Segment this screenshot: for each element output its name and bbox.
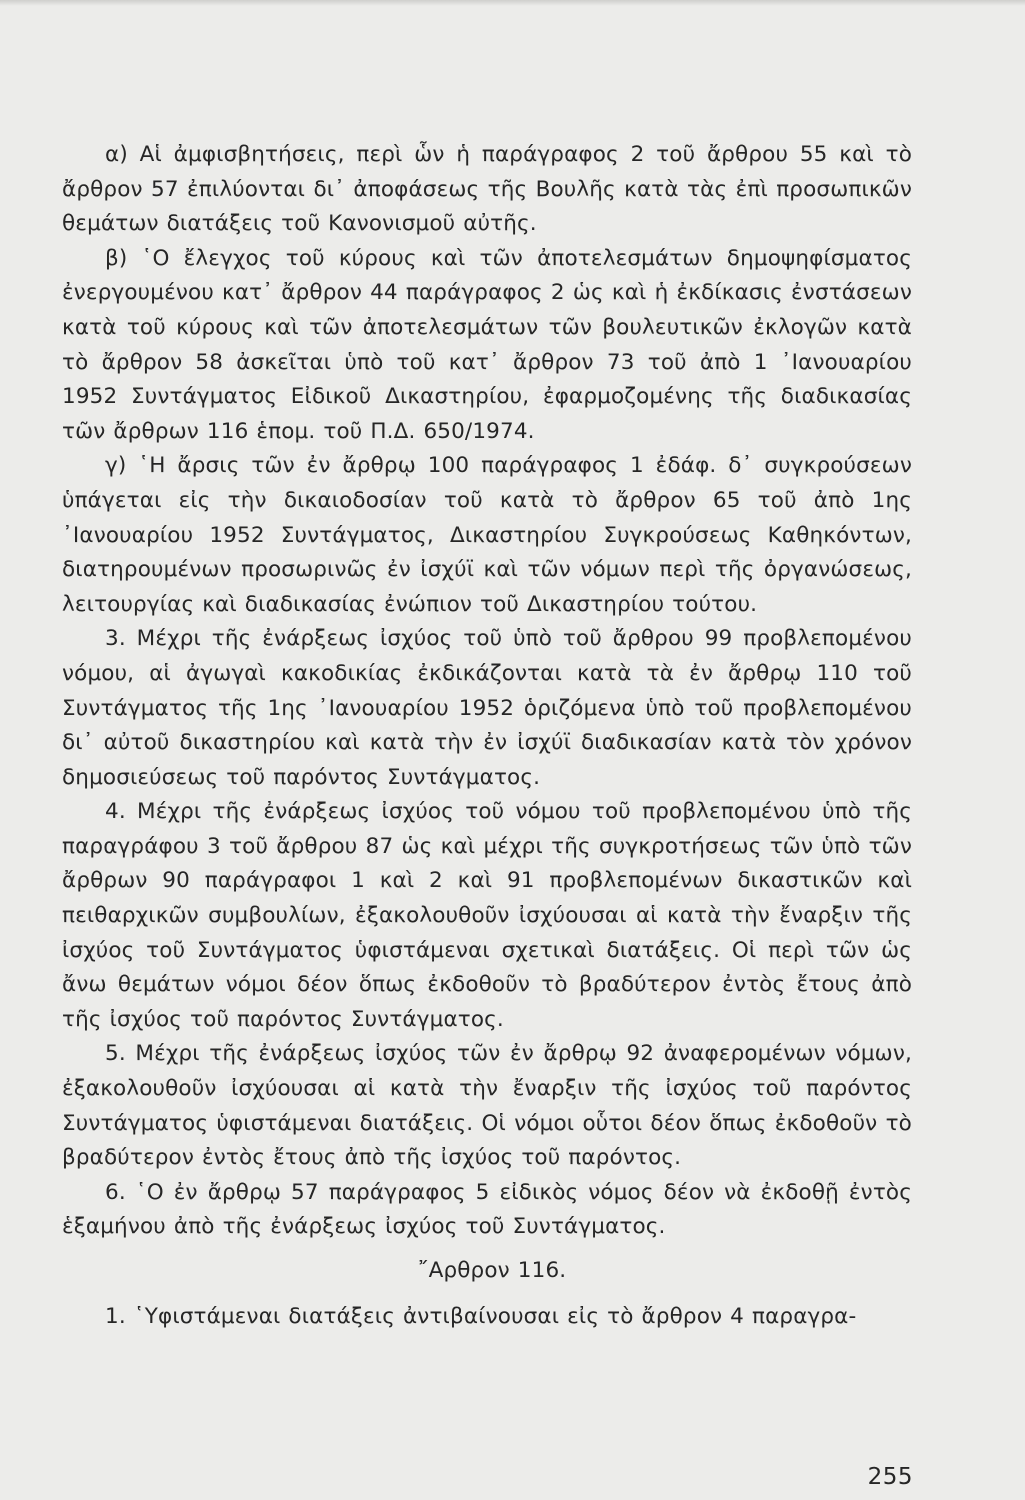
paragraph-3: 3. Μέχρι τῆς ἐνάρξεως ἰσχύος τοῦ ὑπὸ τοῦ ἄρθρου 99 προβλεπομένου νόμου, αἱ ἀγωγαὶ κακοδικίας ἐκδικάζονται κατὰ τὰ ἐν ἄρθρῳ 110 τοῦ Συντάγματος τῆς 1ης ᾽Ιανουαρίου 1952 ὁριζόμενα ὑπὸ τοῦ προβλεπομένου δι᾽ αὐτοῦ δικαστηρίου καὶ κατὰ τὴν ἐν ἰσχύϊ διαδικασίαν κατὰ τὸν χρόνον δημοσιεύσεως τοῦ παρόντος Συντάγματος.: [62, 626, 912, 790]
page-number: 255: [867, 1464, 913, 1490]
page-top-edge: [0, 0, 1025, 6]
paragraph-alpha: α) Αἱ ἀμφισβητήσεις, περὶ ὧν ἡ παράγραφος 2 τοῦ ἄρθρου 55 καὶ τὸ ἄρθρον 57 ἐπιλύονται δι᾽ ἀποφάσεως τῆς Βουλῆς κατὰ τὰς ἐπὶ προσωπικῶν θεμάτων διατάξεις τοῦ Κανονισμοῦ αὐτῆς.: [62, 142, 912, 237]
paragraph-5: 5. Μέχρι τῆς ἐνάρξεως ἰσχύος τῶν ἐν ἄρθρῳ 92 ἀναφερομένων νόμων, ἐξακολουθοῦν ἰσχύουσαι αἱ κατὰ τὴν ἔναρξιν τῆς ἰσχύος τοῦ παρόντος Συντάγματος ὑφιστάμεναι διατάξεις. Οἱ νόμοι οὗτοι δέον ὅπως ἐκδοθοῦν τὸ βραδύτερον ἐντὸς ἔτους ἀπὸ τῆς ἰσχύος τοῦ παρόντος.: [62, 1041, 912, 1171]
page-text: [62, 138, 912, 1334]
article-heading: ῎Αρθρον 116.: [417, 1258, 567, 1283]
paragraph-gamma: γ) ῾Η ἄρσις τῶν ἐν ἄρθρῳ 100 παράγραφος 1 ἐδάφ. δ᾽ συγκρούσεων ὑπάγεται εἰς τὴν δικαιοδοσίαν τοῦ κατὰ τὸ ἄρθρον 65 τοῦ ἀπὸ 1ης ᾽Ιανουαρίου 1952 Συντάγματος, Δικαστηρίου Συγκρούσεως Καθηκόντων, διατηρουμένων προσωρινῶς ἐν ἰσχύϊ καὶ τῶν νόμων περὶ τῆς ὀργανώσεως, λειτουργίας καὶ διαδικασίας ἐνώπιον τοῦ Δικαστηρίου τούτου.: [62, 453, 912, 617]
paragraph-6: 6. ῾Ο ἐν ἄρθρῳ 57 παράγραφος 5 εἰδικὸς νόμος δέον νὰ ἐκδοθῇ ἐντὸς ἑξαμήνου ἀπὸ τῆς ἐνάρξεως ἰσχύος τοῦ Συντάγματος.: [62, 1179, 912, 1240]
paragraph-beta: β) ῾Ο ἔλεγχος τοῦ κύρους καὶ τῶν ἀποτελεσμάτων δημοψηφίσματος ἐνεργουμένου κατ᾽ ἄρθρον 44 παράγραφος 2 ὡς καὶ ἡ ἐκδίκασις ἐνστάσεων κατὰ τοῦ κύρους καὶ τῶν ἀποτελεσμάτων τῶν βουλευτικῶν ἐκλογῶν κατὰ τὸ ἄρθρον 58 ἀσκεῖται ὑπὸ τοῦ κατ᾽ ἄρθρον 73 τοῦ ἀπὸ 1 ᾽Ιανουαρίου 1952 Συντάγματος Εἰδικοῦ Δικαστηρίου, ἐφαρμοζομένης τῆς διαδικασίας τῶν ἄρθρων 116 ἑπομ. τοῦ Π.Δ. 650/1974.: [62, 245, 912, 444]
article-116-paragraph-1: 1. ῾Υφιστάμεναι διατάξεις ἀντιβαίνουσαι εἰς τὸ ἄρθρον 4 παραγρα-: [105, 1303, 857, 1329]
paragraph-4: 4. Μέχρι τῆς ἐνάρξεως ἰσχύος τοῦ νόμου τοῦ προβλεπομένου ὑπὸ τῆς παραγράφου 3 τοῦ ἄρθρου 87 ὡς καὶ μέχρι τῆς συγκροτήσεως τῶν ὑπὸ τῶν ἄρθρων 90 παράγραφοι 1 καὶ 2 καὶ 91 προβλεπομένων δικαστικῶν καὶ πειθαρχικῶν συμβουλίων, ἐξακολουθοῦν ἰσχύουσαι αἱ κατὰ τὴν ἔναρξιν τῆς ἰσχύος τοῦ Συντάγματος ὑφιστάμεναι σχετικαὶ διατάξεις. Οἱ περὶ τῶν ὡς ἄνω θεμάτων νόμοι δέον ὅπως ἐκδοθοῦν τὸ βραδύτερον ἐντὸς ἔτους ἀπὸ τῆς ἰσχύος τοῦ παρόντος Συντάγματος.: [62, 799, 912, 1032]
